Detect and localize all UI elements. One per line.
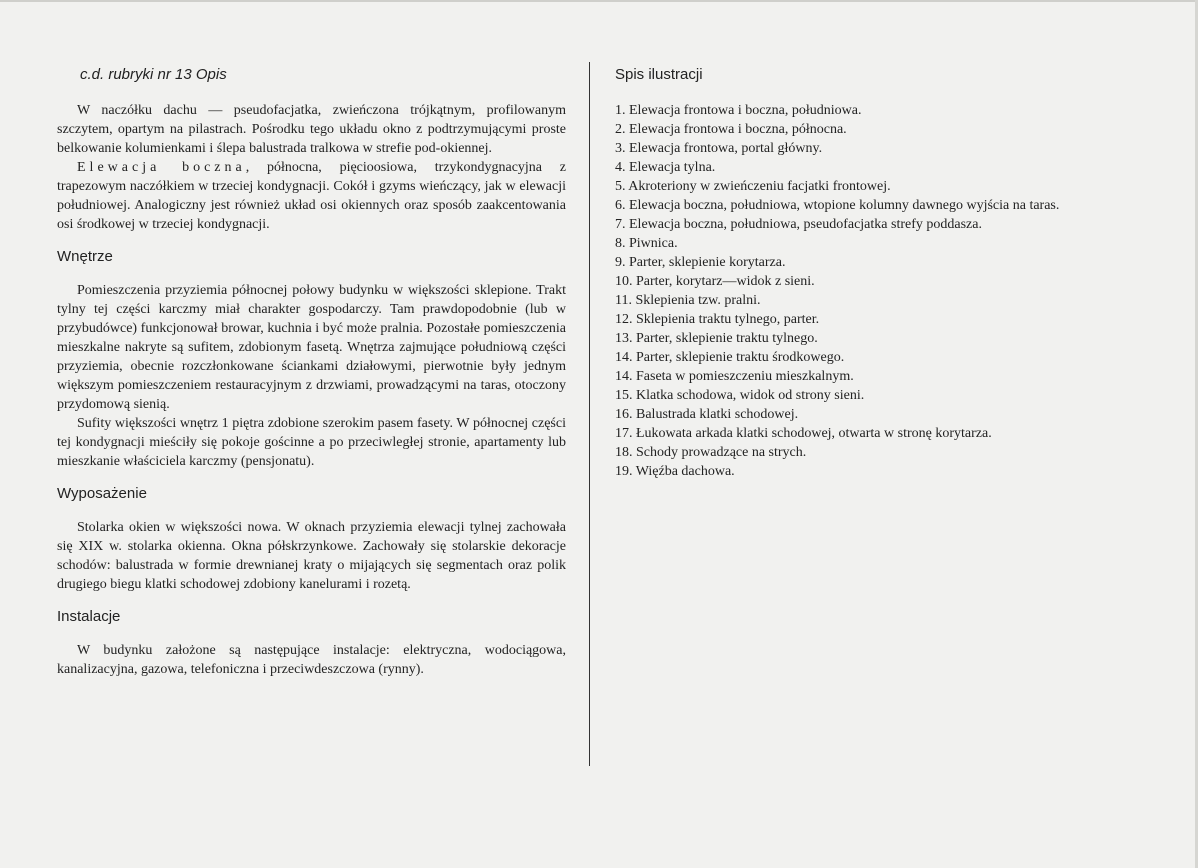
list-item: 15. Klatka schodowa, widok od strony sieni. [615,388,865,403]
heading-wnetrze: Wnętrze [57,248,113,265]
list-item: 12. Sklepienia traktu tylnego, parter. [615,312,820,327]
wnetrze-section [57,281,566,471]
list-item: 3. Elewacja frontowa, portal główny. [615,141,823,156]
wyposazenie-section [57,518,566,594]
list-item: 9. Parter, sklepienie korytarza. [615,255,786,270]
spaced-term: Elewacja boczna [77,160,246,175]
intro-paragraph-1: W naczółku dachu — pseudofacjatka, zwieńczona trójkątnym, profilowanym szczytem, opartym na pilastrach. Pośrodku tego układu okno z podtrzymującymi proste belkowanie kolumienkami i ślepa balustrada tralkowa w strefie pod-okiennej. [57,103,566,156]
running-head: c.d. rubryki nr 13 Opis [80,66,227,83]
heading-wyposazenie: Wyposażenie [57,485,147,502]
intro-paragraph-2 [57,158,566,234]
list-item: 14. Parter, sklepienie traktu środkowego. [615,350,845,365]
illustration-list [615,101,1155,481]
list-item: 6. Elewacja boczna, południowa, wtopione kolumny dawnego wyjścia na taras. [615,198,1060,213]
column-divider [589,62,590,766]
list-item: 5. Akroteriony w zwieńczeniu facjatki frontowej. [615,179,891,194]
list-item: 18. Schody prowadzące na strych. [615,445,807,460]
left-column [57,60,566,693]
wyposazenie-paragraph-1: Stolarka okien w większości nowa. W oknach przyziemia elewacji tylnej zachowała się XIX w. stolarka okienna. Okna półskrzynkowe. Zachowały się stolarskie dekoracje schodów: balustrada w formie drewnianej kraty o mijających się segmentach oraz polik drugiego biegu klatki schodowej zdobiony kanelurami i rozetą. [57,520,566,592]
heading-spis-ilustracji: Spis ilustracji [615,66,703,83]
intro-section [57,101,566,234]
heading-instalacje: Instalacje [57,608,121,625]
list-item: 19. Więźba dachowa. [615,464,735,479]
list-item: 16. Balustrada klatki schodowej. [615,407,799,422]
list-item: 4. Elewacja tylna. [615,160,716,175]
list-item: 17. Łukowata arkada klatki schodowej, otwarta w stronę korytarza. [615,426,992,441]
list-item: 11. Sklepienia tzw. pralni. [615,293,761,308]
instalacje-section [57,641,566,679]
list-item: 13. Parter, sklepienie traktu tylnego. [615,331,818,346]
wnetrze-paragraph-2: Sufity większości wnętrz 1 piętra zdobione szerokim pasem fasety. W północnej części tej kondygnacji mieściły się pokoje gościnne a po przeciwległej stronie, apartamenty lub mieszkanie właściciela karczmy (pensjonatu). [57,416,566,469]
wnetrze-paragraph-1: Pomieszczenia przyziemia północnej połowy budynku w większości sklepione. Trakt tylny tej części karczmy miał charakter gospodarczy. Tam prawdopodobnie (lub w przybudówce) funkcjonował browar, kuchnia i być może pralnia. Pozostałe pomieszczenia mieszkalne nakryte są sufitem, zdobionym fasetą. Wnętrza zajmujące południową części przyziemia, obecnie rozczłonkowane ściankami działowymi, pierwotnie były jednym większym pomieszczeniem restauracyjnym z drzwiami, prowadzącymi na taras, otoczony przydomową sienią. [57,283,566,412]
list-item: 1. Elewacja frontowa i boczna, południowa. [615,103,862,118]
page-edge-top [0,0,1198,2]
instalacje-paragraph-1: W budynku założone są następujące instalacje: elektryczna, wodociągowa, kanalizacyjna, gazowa, telefoniczna i przeciwdeszczowa (rynny). [57,643,566,677]
list-item: 2. Elewacja frontowa i boczna, północna. [615,122,847,137]
list-item: 8. Piwnica. [615,236,678,251]
list-item: 7. Elewacja boczna, południowa, pseudofacjatka strefy poddasza. [615,217,982,232]
list-item: 14. Faseta w pomieszczeniu mieszkalnym. [615,369,854,384]
right-column [615,60,1155,481]
intro-paragraph-2-rest: , północna, pięcioosiowa, trzykondygnacyjna z trapezowym naczółkiem w trzeciej kondygnacji. Cokół i gzyms wieńczący, jak w elewacji południowej. Analogiczny jest również układ osi okiennych oraz sposób zaakcentowania osi środkowej w trzeciej kondygnacji. [57,160,566,232]
list-item: 10. Parter, korytarz—widok z sieni. [615,274,815,289]
